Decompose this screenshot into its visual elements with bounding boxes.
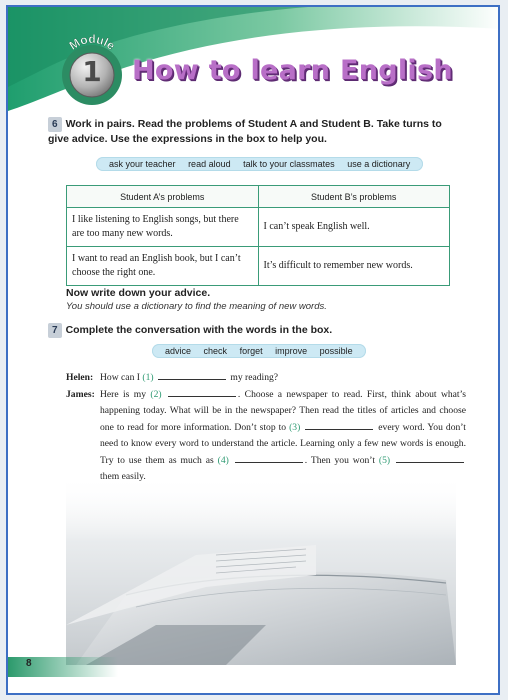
blank-number: (1) bbox=[142, 372, 154, 383]
table-cell: I can’t speak English well. bbox=[258, 208, 450, 247]
table-row bbox=[67, 208, 450, 247]
exercise-7-text: Complete the conversation with the words in the box. bbox=[65, 324, 333, 336]
dialog-text: Here is my bbox=[100, 388, 147, 400]
exercise-6-instruction bbox=[48, 117, 458, 147]
blank-1[interactable] bbox=[158, 370, 226, 380]
blank-2[interactable] bbox=[168, 387, 236, 397]
exercise-6-text: Work in pairs. Read the problems of Student A and Student B. Take turns to give advice. Use the expressions in the box to help you. bbox=[48, 118, 442, 145]
blank-number: (4) bbox=[217, 454, 229, 466]
blank-5[interactable] bbox=[396, 453, 464, 463]
page-number: 8 bbox=[26, 658, 32, 669]
dialog-text: . Choose a newspaper to read. First, think about what’s happening today. What will be in the newspaper? Then read the titles of articles and choose one to read for more information. Don’t stop to bbox=[100, 388, 466, 433]
blank-number: (3) bbox=[289, 421, 301, 433]
module-number: 1 bbox=[82, 55, 102, 88]
exercise-7-number: 7 bbox=[48, 323, 62, 338]
blank-number: (2) bbox=[150, 388, 162, 400]
blank-3[interactable] bbox=[305, 420, 373, 430]
footer-bar bbox=[8, 657, 118, 677]
table-cell: It’s difficult to remember new words. bbox=[258, 247, 450, 286]
table-cell: I want to read an English book, but I can’t choose the right one. bbox=[67, 247, 259, 286]
svg-text:Module: Module bbox=[66, 31, 118, 53]
table-row bbox=[67, 247, 450, 286]
dialog-text: every word. You don’t need to know every word to understand the article. Learning only a few new words is enough. Try to use them as much as bbox=[100, 421, 466, 466]
dialog-text: my reading? bbox=[230, 372, 279, 383]
table-header-student-a: Student A’s problems bbox=[67, 186, 259, 208]
blank-4[interactable] bbox=[235, 453, 303, 463]
exercise-7-instruction bbox=[48, 323, 458, 338]
word-box-item: talk to your classmates bbox=[243, 159, 335, 169]
exercise-6-number: 6 bbox=[48, 117, 62, 132]
word-box-item: forget bbox=[239, 346, 263, 356]
word-box-item: read aloud bbox=[188, 159, 231, 169]
word-box-item: use a dictionary bbox=[347, 159, 411, 169]
table-cell: I like listening to English songs, but there are too many new words. bbox=[67, 208, 259, 247]
speaker-name: Helen: bbox=[66, 372, 94, 383]
word-box-item: ask your teacher bbox=[109, 159, 176, 169]
conversation bbox=[66, 370, 466, 486]
word-box-item: possible bbox=[319, 346, 353, 356]
table-header-student-b: Student B’s problems bbox=[258, 186, 450, 208]
newspaper-photo bbox=[66, 475, 456, 665]
word-box-item: check bbox=[203, 346, 228, 356]
dialog-line-helen bbox=[66, 370, 466, 387]
word-box-item: improve bbox=[275, 346, 308, 356]
dialog-text: How can I bbox=[100, 372, 140, 383]
dialog-line-james bbox=[66, 387, 466, 486]
table-header-row bbox=[67, 186, 450, 208]
word-box-item: advice bbox=[165, 346, 192, 356]
exercise-6-word-box bbox=[96, 157, 423, 171]
write-advice-instruction: Now write down your advice. bbox=[66, 287, 211, 299]
textbook-page bbox=[6, 5, 500, 695]
problems-table bbox=[66, 185, 450, 286]
speaker-name: James: bbox=[66, 388, 95, 400]
dialog-text: . Then you won’t bbox=[304, 454, 375, 466]
example-sentence: You should use a dictionary to find the meaning of new words. bbox=[66, 301, 327, 312]
blank-number: (5) bbox=[378, 454, 391, 466]
module-title: How to learn English bbox=[132, 55, 453, 86]
exercise-7-word-box bbox=[152, 344, 366, 358]
